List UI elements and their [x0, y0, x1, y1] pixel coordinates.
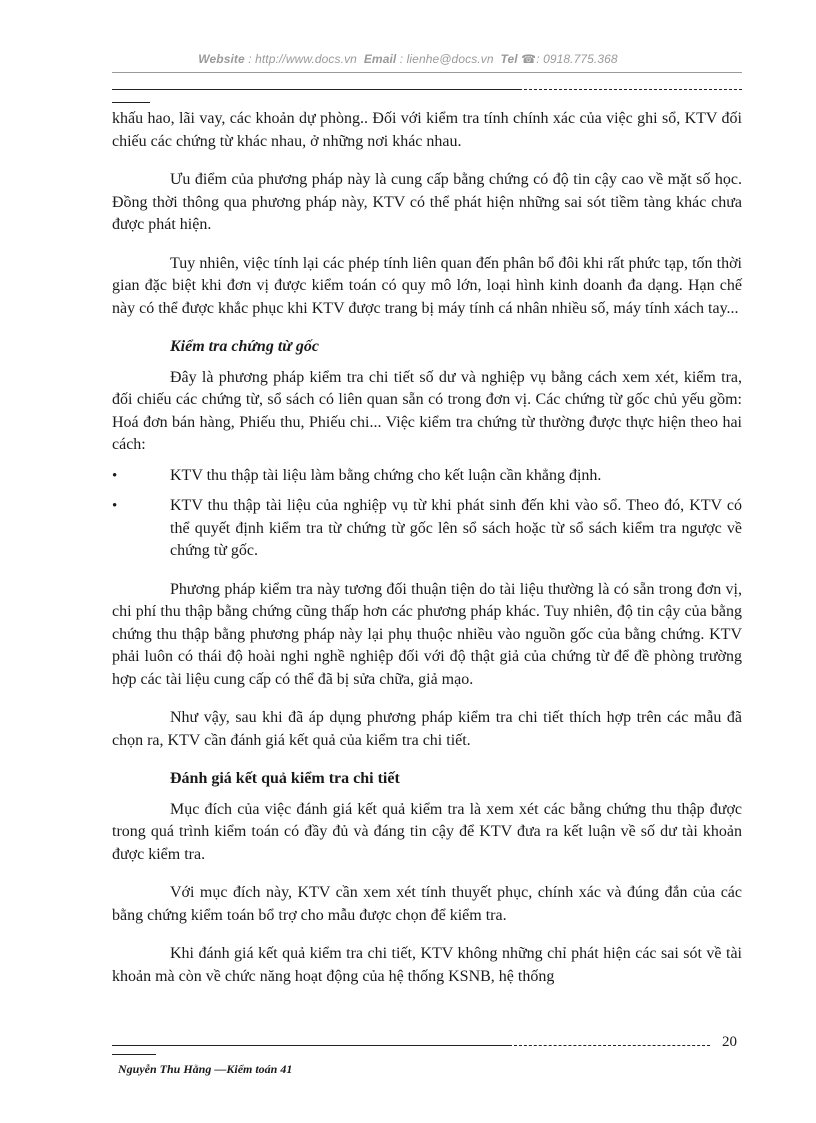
top-short-rule: [112, 102, 150, 103]
paragraph-9: Khi đánh giá kết quả kiểm tra chi tiết, KTV không những chỉ phát hiện các sai sót về tài khoản mà còn về chức năng hoạt động của hệ thống KSNB, hệ thống: [112, 945, 742, 985]
paragraph-2: Ưu điểm của phương pháp này là cung cấp bằng chứng có độ tin cậy cao về mặt số học. Đồng thời thông qua phương pháp này, KTV có thể phát hiện những sai sót tiềm tàng khác chưa được phát hiện.: [112, 171, 742, 233]
paragraph-4: Đây là phương pháp kiểm tra chi tiết số dư và nghiệp vụ bằng cách xem xét, kiểm tra, đối chiếu các chứng từ, sổ sách có liên quan sẵn có trong đơn vị. Các chứng từ gốc chủ yếu gồm: Hoá đơn bán hàng, Phiếu thu, Phiếu chi... Việc kiểm tra chứng từ thường được thực hiện theo hai cách:: [112, 368, 742, 453]
paragraph-8: Với mục đích này, KTV cần xem xét tính thuyết phục, chính xác và đúng đắn của các bằng chứng kiểm toán bổ trợ cho mẫu được chọn để kiểm tra.: [112, 884, 742, 924]
paragraph-6: Như vậy, sau khi đã áp dụng phương pháp kiểm tra chi tiết thích hợp trên các mẫu đã chọn ra, KTV cần đánh giá kết quả của kiểm tra chi tiết.: [112, 709, 742, 749]
page-number: 20: [722, 1034, 737, 1050]
phone-icon: ☎: [521, 52, 537, 66]
top-divider: [112, 84, 742, 92]
website-label: Website: [198, 52, 245, 66]
document-body: [112, 108, 742, 988]
bullet-item-2: [112, 495, 742, 563]
bullet-item-1-text: KTV thu thập tài liệu làm bằng chứng cho kết luận cần khẳng định.: [170, 466, 602, 484]
paragraph-7: Mục đích của việc đánh giá kết quả kiểm tra là xem xét các bằng chứng thu thập được trong quá trình kiểm toán có đầy đủ và đáng tin cậy để KTV đưa ra kết luận về số dư tài khoản được kiểm tra.: [112, 800, 742, 863]
tel-label: Tel: [500, 52, 518, 66]
top-divider-solid: [112, 89, 522, 90]
footer-author: Nguyễn Thu Hằng —Kiểm toán 41: [118, 1062, 293, 1076]
bullet-item-2-text: KTV thu thập tài liệu của nghiệp vụ từ khi phát sinh đến khi vào sổ. Theo đó, KTV có thể quyết định kiểm tra từ chứng từ gốc lên sổ sách hoặc từ sổ sách kiểm tra ngược về chứng từ gốc.: [170, 497, 742, 559]
website-value[interactable]: : http://www.docs.vn: [248, 52, 357, 66]
tel-value: : 0918.775.368: [536, 52, 618, 66]
bullet-icon: •: [112, 467, 118, 484]
paragraph-3: Tuy nhiên, việc tính lại các phép tính liên quan đến phân bổ đôi khi rất phức tạp, tốn thời gian đặc biệt khi đơn vị được kiểm toán có quy mô lớn, loại hình kinh doanh đa dạng. Hạn chế này có thể được khắc phục khi KTV được trang bị máy tính cá nhân nhiều số, máy tính xách tay...: [112, 254, 742, 317]
top-divider-dashed: [524, 89, 742, 90]
email-label: Email: [363, 52, 397, 66]
bullet-icon: •: [112, 498, 118, 514]
page-header: [0, 52, 816, 66]
paragraph-5: Phương pháp kiểm tra này tương đối thuận tiện do tài liệu thường là có sẵn trong đơn vị, chi phí thu thập bằng chứng cũng thấp hơn các phương pháp khác. Tuy nhiên, độ tin cậy của bằng chứng thu thập bằng phương pháp này lại phụ thuộc nhiều vào nguồn gốc của bằng chứng. KTV phải luôn có thái độ hoài nghi nghề nghiệp đối với độ thật giả của chứng từ để đề phòng trường hợp các tài liệu cung cấp có thể đã bị sửa chữa, giả mạo.: [112, 580, 742, 688]
footer-divider: [112, 1040, 710, 1048]
paragraph-1: khấu hao, lãi vay, các khoản dự phòng.. Đối với kiểm tra tính chính xác của việc ghi sổ, KTV đối chiếu các chứng từ khác nhau, ở những nơi khác nhau.: [112, 110, 742, 150]
footer-divider-solid: [112, 1045, 512, 1046]
bullet-item-1: [112, 465, 742, 488]
section-heading-evaluation: Đánh giá kết quả kiểm tra chi tiết: [170, 770, 400, 787]
footer-divider-dashed: [514, 1045, 710, 1046]
header-rule: [112, 72, 742, 73]
email-value[interactable]: : lienhe@docs.vn: [399, 52, 494, 66]
section-heading-original-documents: Kiểm tra chứng từ gốc: [170, 338, 319, 355]
footer-short-rule: [112, 1054, 156, 1055]
